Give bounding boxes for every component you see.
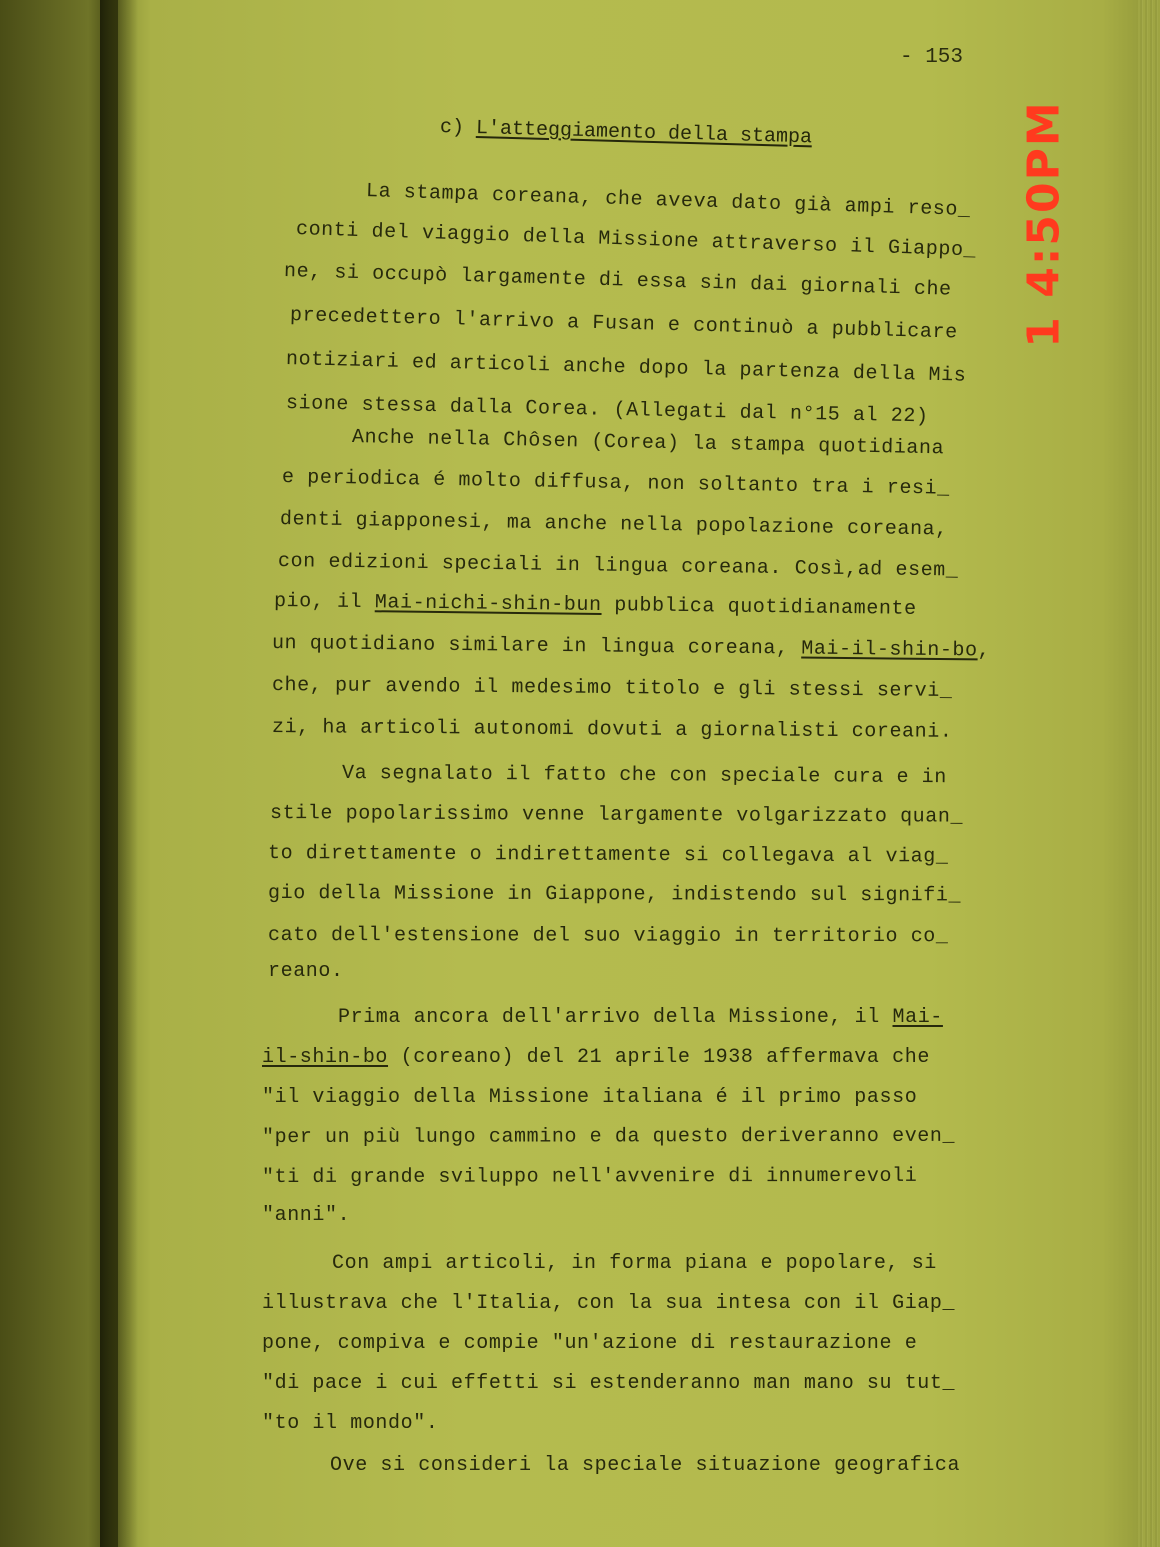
text-run: stile popolarissimo venne largamente volgarizzato quan_ — [269, 802, 964, 829]
underlined-title: il-shin-bo — [262, 1046, 389, 1069]
text-line — [262, 1372, 955, 1395]
text-run: pone, compiva e compie "un'azione di restaurazione e — [262, 1332, 918, 1355]
text-run: to direttamente o indirettamente si collegava al viag_ — [267, 842, 949, 869]
text-run: cato dell'estensione del suo viaggio in territorio co_ — [267, 924, 949, 949]
text-line — [342, 762, 947, 789]
underlined-title: Mai-nichi-shin-bun — [374, 591, 602, 618]
text-line — [262, 1412, 438, 1435]
text-line — [290, 304, 958, 344]
text-line — [272, 716, 953, 744]
text-line — [338, 1006, 943, 1029]
text-line — [272, 674, 953, 703]
text-line — [332, 1252, 937, 1275]
text-line — [278, 550, 959, 582]
text-run: illustrava che l'Italia, con la sua intesa con il Giap_ — [262, 1292, 956, 1315]
text-run: (coreano) del 21 aprile 1938 affermava che — [388, 1046, 930, 1069]
text-run: "to il mondo". — [262, 1412, 439, 1435]
timestamp-text: 1 4:50PM — [1018, 100, 1070, 348]
underlined-title: Mai-il-shin-bo — [801, 637, 978, 663]
text-line — [282, 466, 950, 501]
text-run: "il viaggio della Missione italiana é il primo passo — [262, 1086, 918, 1109]
page-stack-edge — [1138, 0, 1160, 1547]
text-run: conti del viaggio della Missione attraverso il Giappo_ — [295, 218, 977, 263]
text-line — [262, 1046, 930, 1069]
text-line — [352, 426, 945, 460]
section-title: L'atteggiamento della stampa — [475, 117, 813, 150]
text-line — [286, 348, 967, 388]
text-run: gio della Missione in Giappone, indistendo sul signifi_ — [267, 882, 962, 908]
text-run: pubblica quotidianamente — [601, 594, 917, 621]
text-run: Con ampi articoli, in forma piana e popolare, si — [332, 1252, 937, 1275]
text-line — [262, 1165, 917, 1189]
text-run: sione stessa dalla Corea. (Allegati dal n°15 al 22) — [285, 392, 929, 429]
text-run: denti giapponesi, ma anche nella popolazione coreana, — [279, 508, 949, 542]
text-run: "per un più lungo cammino e da questo deriveranno even_ — [261, 1124, 956, 1149]
text-run: , — [977, 639, 991, 663]
text-run: precedettero l'arrivo a Fusan e continuò a pubblicare — [289, 304, 958, 345]
text-run: e periodica é molto diffusa, non soltanto tra i resi_ — [281, 466, 951, 501]
text-run: "di pace i cui effetti si estenderanno man mano su tut_ — [262, 1372, 956, 1395]
book-gutter-shadow — [100, 0, 138, 1547]
text-run: "ti di grande sviluppo nell'avvenire di innumerevoli — [261, 1164, 918, 1189]
section-heading — [440, 116, 813, 149]
text-run: zi, ha articoli autonomi dovuti a giornalisti coreani. — [271, 716, 953, 744]
text-line — [284, 260, 952, 302]
text-run: pio, il — [273, 590, 375, 615]
text-run: Prima ancora dell'arrivo della Missione, il — [338, 1006, 893, 1029]
text-line — [272, 632, 991, 663]
text-run: un quotidiano similare in lingua coreana, — [271, 632, 802, 661]
text-run: reano. — [268, 960, 344, 983]
text-line — [280, 508, 948, 541]
text-run: Anche nella Chôsen (Corea) la stampa quotidiana — [351, 426, 945, 461]
text-line — [268, 924, 949, 948]
text-run: Ove si consideri la speciale situazione geografica — [330, 1454, 961, 1477]
text-line — [268, 842, 949, 869]
text-line — [262, 1125, 955, 1149]
text-run: notiziari ed articoli anche dopo la partenza della Mis — [285, 348, 967, 388]
text-line — [268, 960, 344, 983]
camera-timestamp — [1014, 100, 1074, 348]
text-line — [262, 1086, 917, 1109]
text-line — [366, 180, 971, 222]
text-line — [330, 1454, 960, 1477]
underlined-title: Mai- — [892, 1006, 943, 1029]
text-line — [262, 1204, 350, 1227]
text-line — [268, 882, 961, 907]
text-line — [296, 218, 977, 262]
text-line — [274, 590, 917, 621]
text-run: La stampa coreana, che aveva dato già ampi reso_ — [365, 180, 971, 222]
page-number: - 153 — [900, 46, 964, 69]
text-run: con edizioni speciali in lingua coreana. Così,ad esem_ — [277, 550, 959, 583]
section-letter: c) — [439, 116, 465, 140]
text-run: ne, si occupò largamente di essa sin dai giornali che — [283, 260, 952, 302]
text-line — [262, 1292, 955, 1315]
text-line — [262, 1332, 917, 1355]
text-run: Va segnalato il fatto che con speciale cura e in — [341, 762, 947, 790]
text-line — [270, 802, 963, 829]
text-run: che, pur avendo il medesimo titolo e gli stessi servi_ — [271, 674, 953, 703]
text-run: "anni". — [262, 1204, 351, 1227]
text-line — [286, 392, 929, 428]
